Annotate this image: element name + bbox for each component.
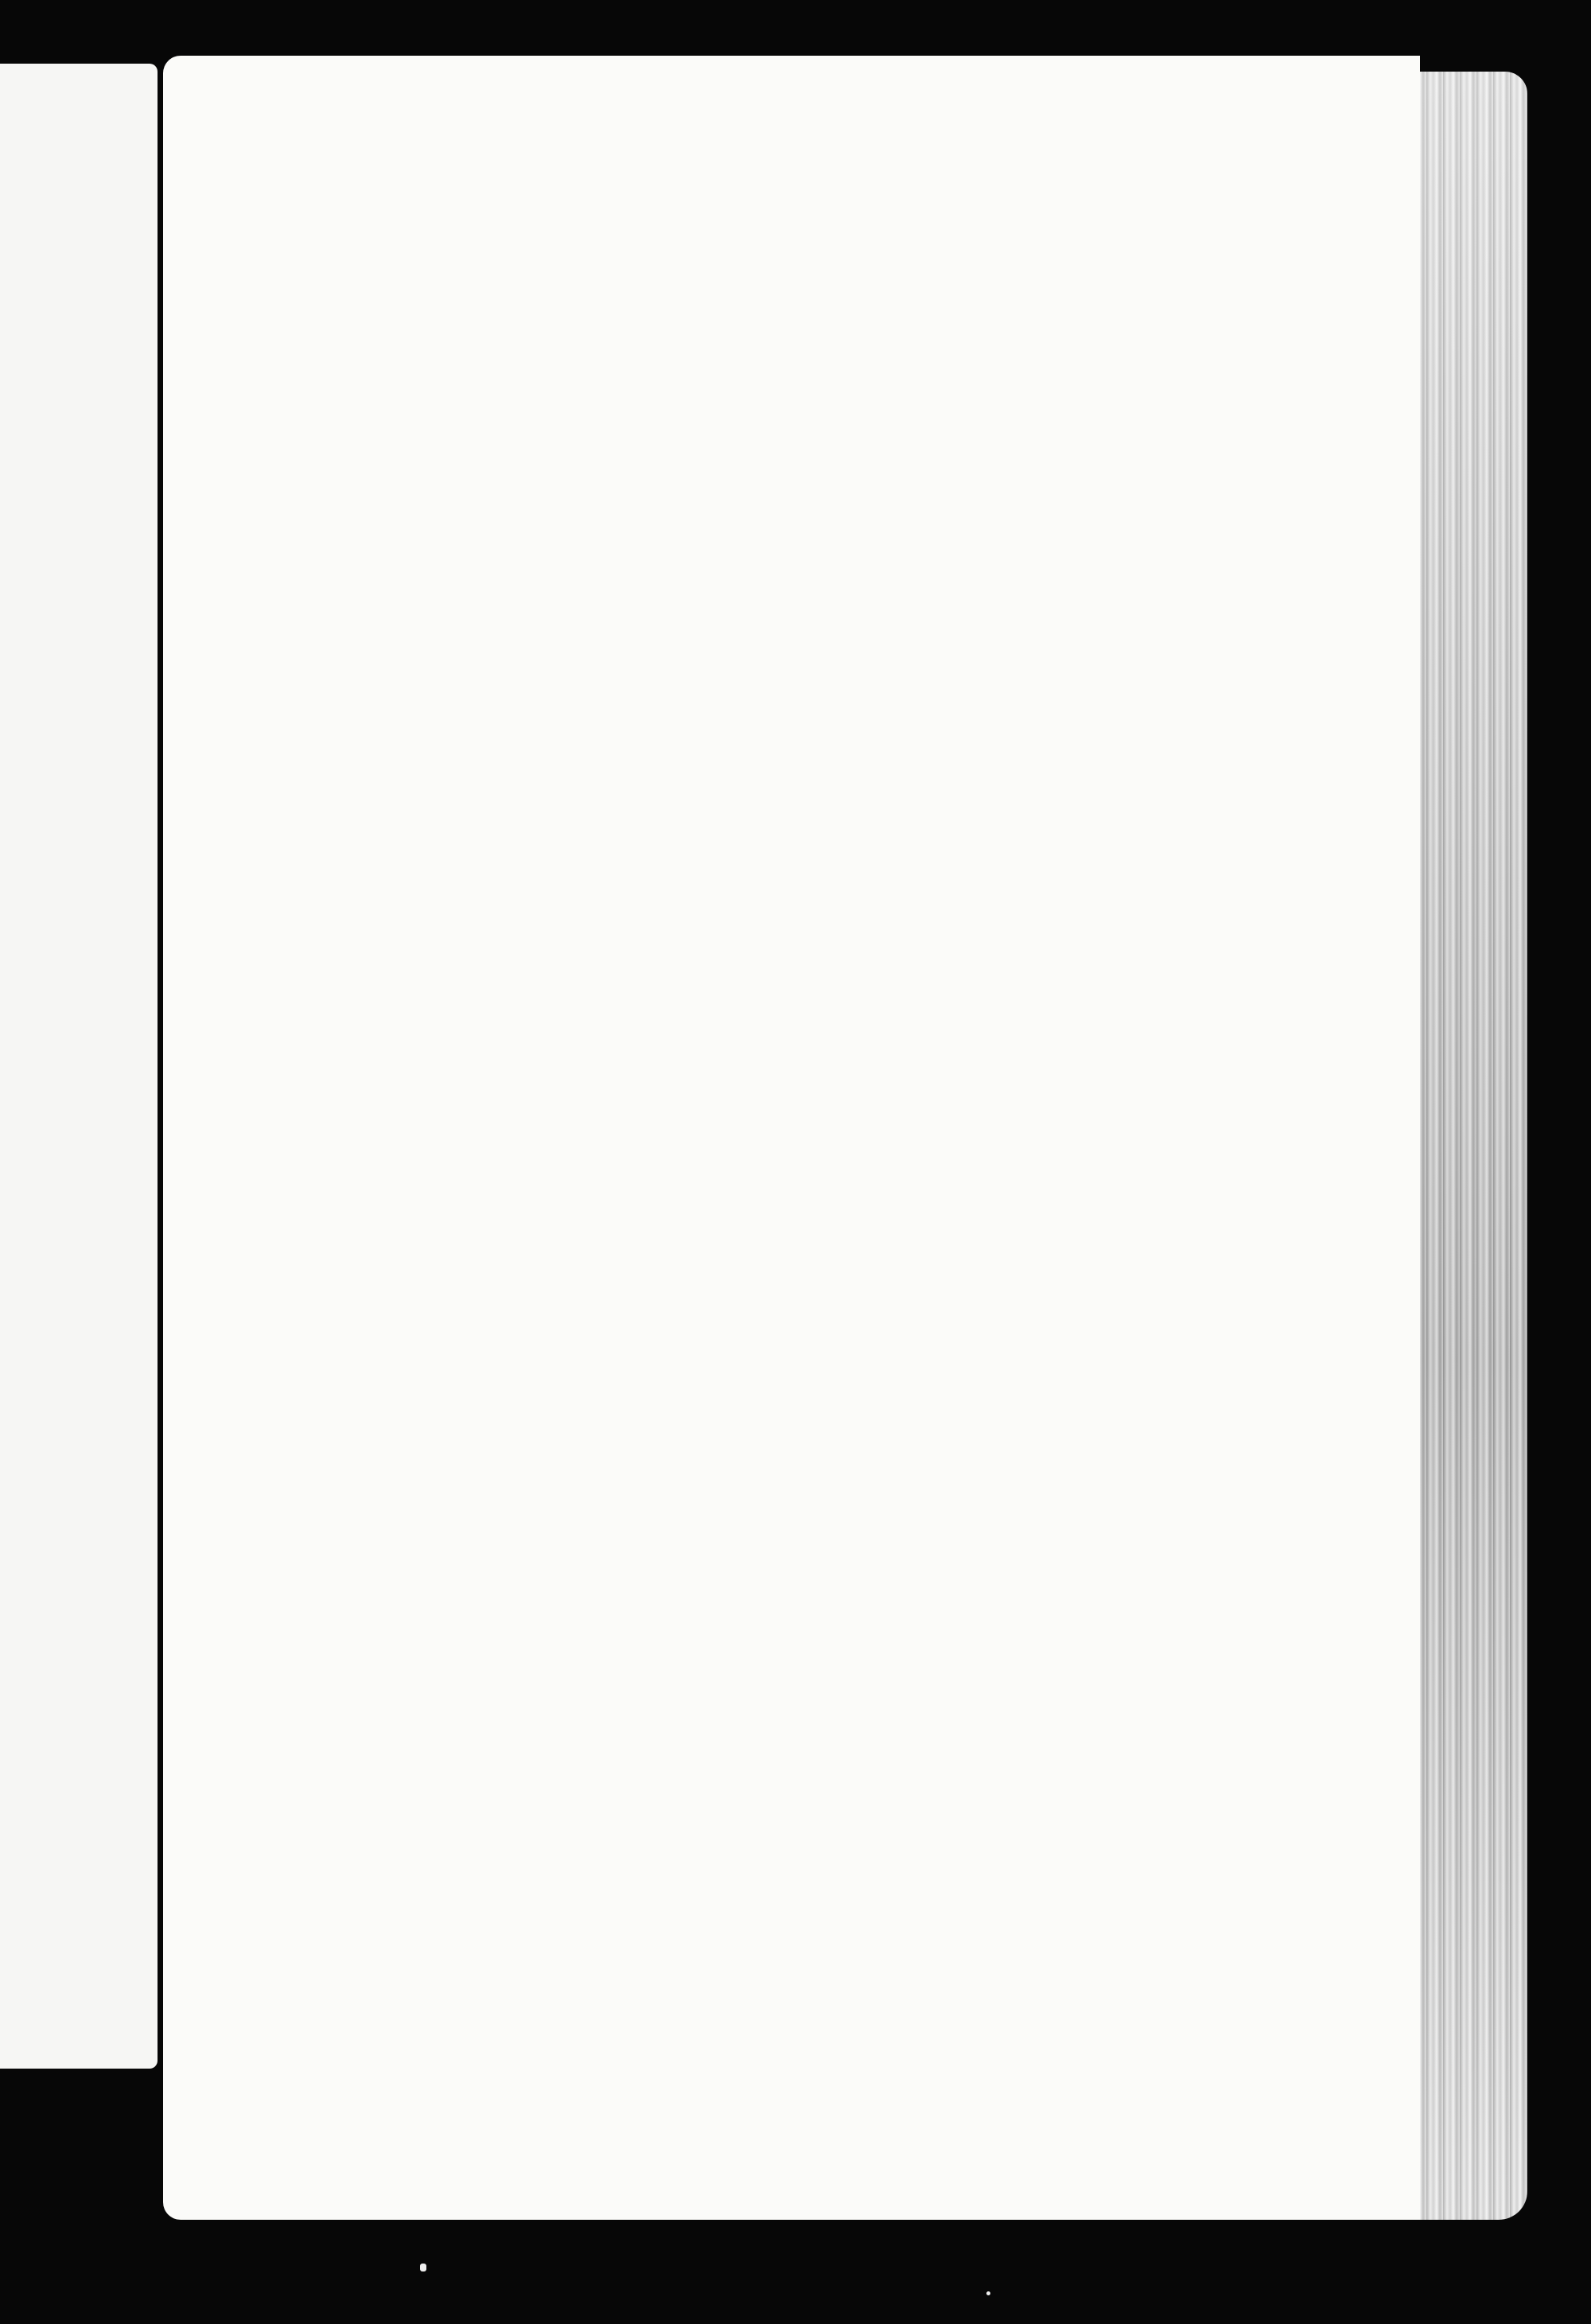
scan-speck bbox=[420, 2264, 426, 2271]
scan-speck bbox=[986, 2291, 990, 2295]
facing-page-fragment bbox=[0, 64, 158, 2069]
book-page bbox=[163, 56, 1420, 2220]
